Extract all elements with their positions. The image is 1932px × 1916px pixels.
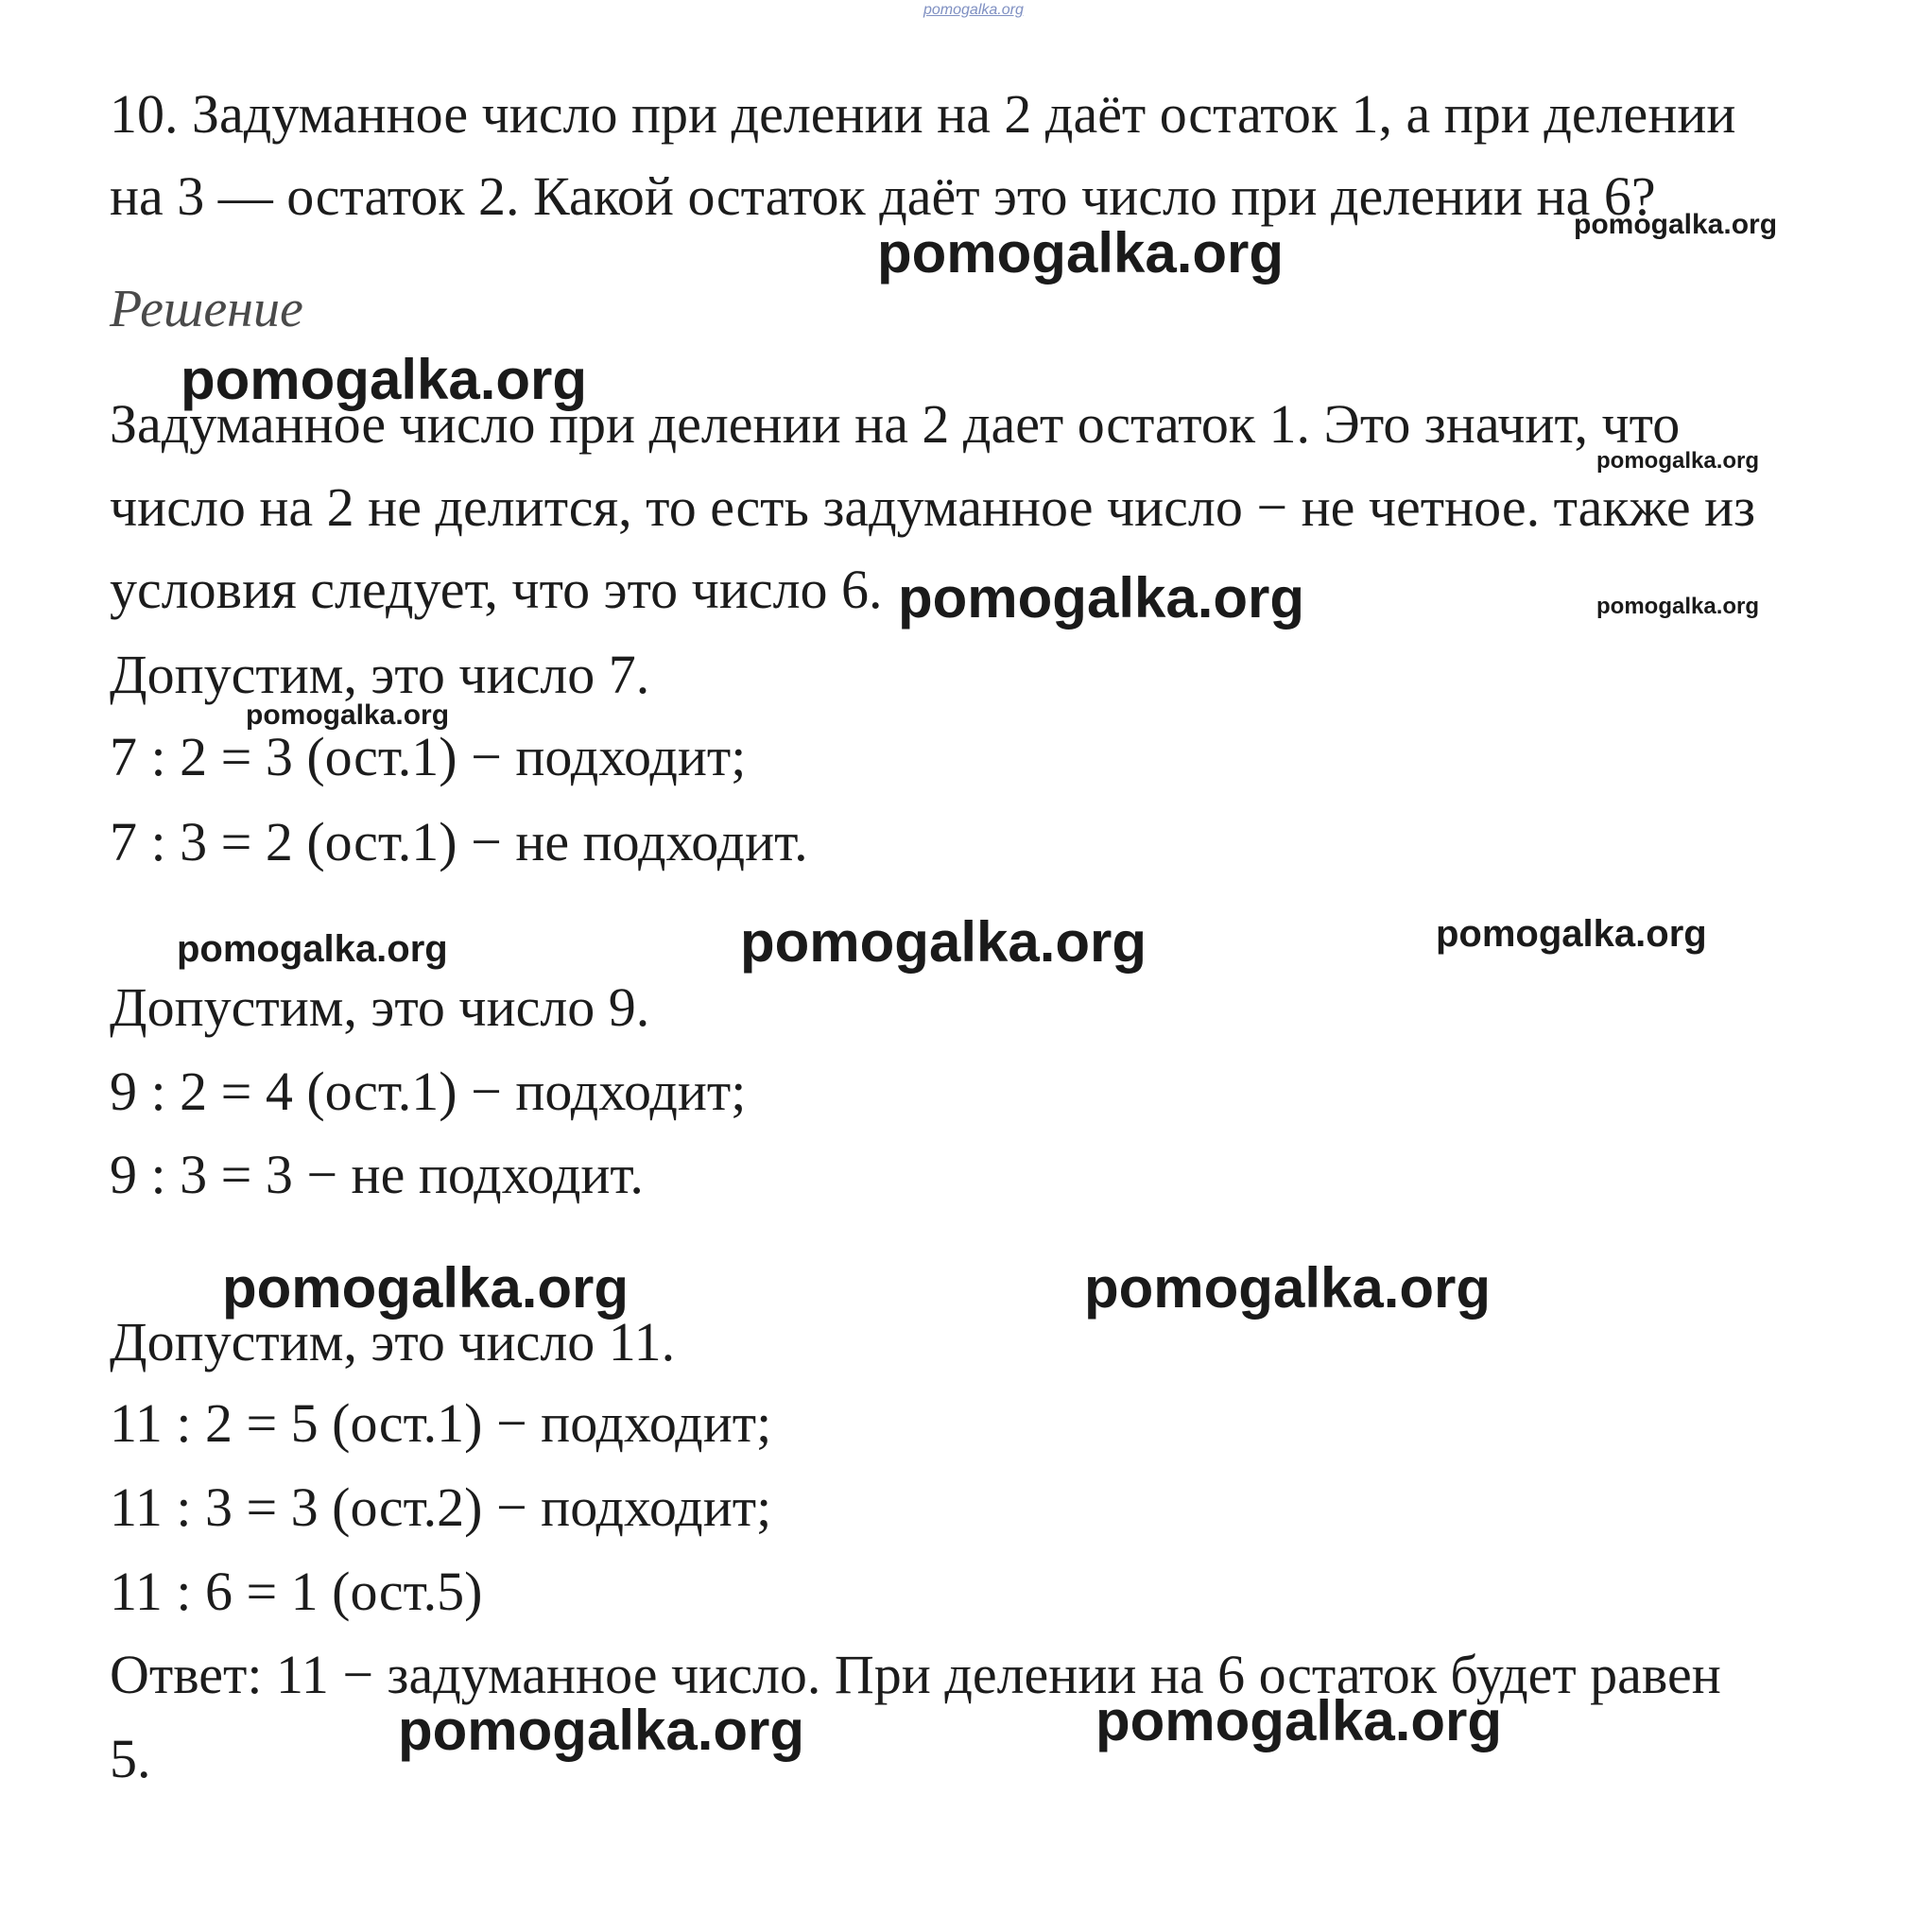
trial-assumption: Допустим, это число 9. — [110, 976, 650, 1038]
trial-check: 9 : 3 = 3 − не подходит. — [110, 1144, 644, 1205]
watermark: pomogalka.org — [1084, 1256, 1492, 1320]
answer-line: Ответ: 11 − задуманное число. При делении на 6 остаток будет равен — [110, 1644, 1721, 1705]
solution-heading: Решение — [110, 280, 303, 338]
site-header-link[interactable]: pomogalka.org — [923, 2, 1024, 18]
watermark: pomogalka.org — [1596, 594, 1760, 619]
trial-check: 7 : 3 = 2 (ост.1) − не подходит. — [110, 811, 808, 872]
trial-check: 11 : 3 = 3 (ост.2) − подходит; — [110, 1476, 772, 1538]
answer-line: 5. — [110, 1728, 151, 1789]
trial-assumption: Допустим, это число 11. — [110, 1311, 676, 1372]
watermark: pomogalka.org — [222, 1256, 630, 1320]
watermark: pomogalka.org — [1436, 913, 1707, 955]
watermark: pomogalka.org — [246, 699, 450, 731]
watermark: pomogalka.org — [898, 566, 1305, 630]
watermark: pomogalka.org — [398, 1699, 805, 1762]
trial-check: 7 : 2 = 3 (ост.1) − подходит; — [110, 726, 747, 787]
trial-assumption: Допустим, это число 7. — [110, 644, 650, 705]
watermark: pomogalka.org — [177, 928, 448, 970]
watermark: pomogalka.org — [181, 348, 588, 411]
watermark: pomogalka.org — [1095, 1689, 1503, 1752]
problem-line: 10. Задуманное число при делении на 2 даёт остаток 1, а при делении — [110, 83, 1736, 145]
watermark: pomogalka.org — [1596, 448, 1760, 474]
watermark: pomogalka.org — [877, 221, 1285, 285]
trial-check: 11 : 6 = 1 (ост.5) — [110, 1561, 483, 1622]
solution-line: условия следует, что это число 6. — [110, 559, 883, 620]
trial-check: 9 : 2 = 4 (ост.1) − подходит; — [110, 1061, 747, 1122]
solution-line: число на 2 не делится, то есть задуманное число − не четное. также из — [110, 476, 1756, 538]
watermark: pomogalka.org — [740, 910, 1147, 974]
trial-check: 11 : 2 = 5 (ост.1) − подходит; — [110, 1392, 772, 1454]
problem-line: на 3 — остаток 2. Какой остаток даёт это число при делении на 6? — [110, 165, 1656, 227]
watermark: pomogalka.org — [1574, 209, 1778, 240]
solution-line: Задуманное число при делении на 2 дает остаток 1. Это значит, что — [110, 393, 1681, 455]
